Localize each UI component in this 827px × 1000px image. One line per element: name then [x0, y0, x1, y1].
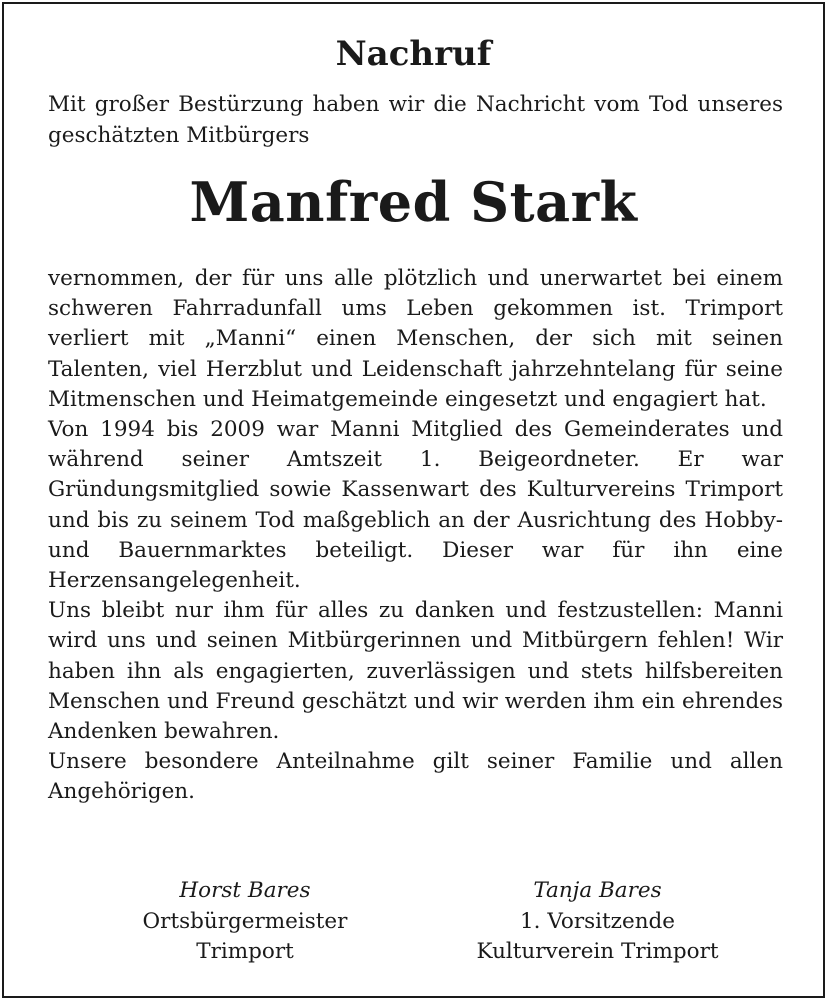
body-paragraph: Unsere besondere Anteilnahme gilt seiner Familie und allen Angehörigen.: [48, 749, 783, 805]
body-paragraph: vernommen, der für uns alle plötzlich und unerwartet bei einem schweren Fahrradunfall ums Leben gekommen ist. Trimport verliert mit „Manni“ einen Menschen, der sich mit seinen Talenten, viel Herzblut und Leidenschaft jahrzehntelang für seine Mitmenschen und Heimatgemeinde eingesetzt und engagiert hat.: [48, 266, 783, 412]
signature-block-right: [430, 876, 765, 968]
notice-title: Nachruf: [335, 34, 492, 74]
signatory-name: Tanja Bares: [533, 878, 662, 903]
deceased-name: Manfred Stark: [189, 170, 638, 234]
signatory-role: Ortsbürgermeister: [142, 908, 348, 934]
body-paragraph: Von 1994 bis 2009 war Manni Mitglied des Gemeinderates und während seiner Amtszeit 1. Beigeordneter. Er war Gründungsmitglied sowie Kassenwart des Kulturvereins Trimport und bis zu seinem Tod maßgeblich an der Ausrichtung des Hobby- und Bauernmarktes beteiligt. Dieser war für ihn eine Herzensangelegenheit.: [48, 417, 783, 594]
signatory-role: 1. Vorsitzende: [519, 908, 676, 934]
signature-block-left: [80, 876, 410, 968]
signatory-place: Kulturverein Trimport: [476, 939, 719, 964]
notice-body: [48, 264, 783, 808]
body-paragraph: Uns bleibt nur ihm für alles zu danken und festzustellen: Manni wird uns und seinen Mitbürgerinnen und Mitbürgern fehlen! Wir haben ihn als engagierten, zuverlässigen und stets hilfsbereiten Menschen und Freund geschätzt und wir werden ihm ein ehrendes Andenken bewahren.: [48, 598, 783, 745]
signatory-name: Horst Bares: [179, 878, 311, 903]
intro-text: Mit großer Bestürzung haben wir die Nachricht vom Tod unseres geschätzten Mitbürgers: [48, 92, 783, 148]
signatory-place: Trimport: [196, 939, 294, 964]
